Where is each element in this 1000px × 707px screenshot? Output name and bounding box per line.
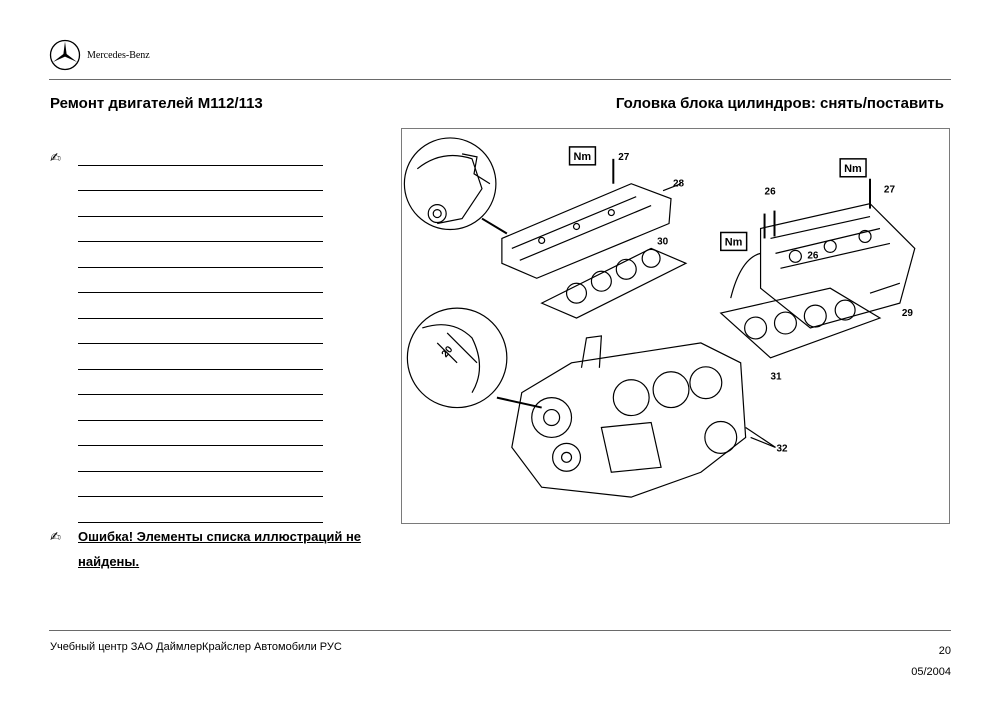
torque-label: Nm xyxy=(724,236,743,249)
header-divider xyxy=(49,79,951,80)
cylinder-head-right xyxy=(761,204,915,328)
callout-26-b: 26 xyxy=(807,250,819,262)
publication-date: 05/2004 xyxy=(911,666,951,678)
callout-29: 29 xyxy=(901,308,913,320)
gasket-30 xyxy=(542,248,686,318)
note-line[interactable] xyxy=(78,472,323,498)
callout-32: 32 xyxy=(776,443,788,455)
gasket-31 xyxy=(721,288,880,358)
engine-diagram xyxy=(402,129,949,523)
mercedes-star-logo-icon xyxy=(49,39,81,71)
brand-name: Mercedes-Benz xyxy=(87,50,150,61)
torque-label: Nm xyxy=(844,162,862,175)
callout-28: 28 xyxy=(673,178,685,190)
page-number: 20 xyxy=(938,645,951,657)
note-line[interactable] xyxy=(78,319,323,345)
valve-cover xyxy=(502,184,671,279)
note-line[interactable] xyxy=(78,497,323,523)
document-title: Ремонт двигателей M112/113 xyxy=(50,95,263,112)
error-line-1: Ошибка! Элементы списка иллюстраций не xyxy=(78,529,362,544)
callout-20: 20 xyxy=(439,344,456,360)
detail-circle-top xyxy=(404,138,496,230)
note-line[interactable] xyxy=(78,191,323,217)
section-title: Головка блока цилиндров: снять/поставить xyxy=(615,95,944,112)
note-line[interactable] xyxy=(78,293,323,319)
note-line[interactable] xyxy=(78,446,323,472)
notes-lines xyxy=(78,140,323,523)
note-line[interactable] xyxy=(78,140,323,166)
note-pen-icon: ✍ xyxy=(50,150,61,165)
detail-circle-bottom xyxy=(407,308,506,407)
footer-divider xyxy=(49,630,951,631)
note-line[interactable] xyxy=(78,421,323,447)
callout-31: 31 xyxy=(770,371,782,383)
note-line[interactable] xyxy=(78,268,323,294)
engine-illustration xyxy=(401,128,950,524)
note-pen-icon: ✍ xyxy=(50,529,61,544)
note-line[interactable] xyxy=(78,166,323,192)
note-line[interactable] xyxy=(78,370,323,396)
note-line[interactable] xyxy=(78,242,323,268)
callout-30: 30 xyxy=(657,236,669,248)
error-message[interactable] xyxy=(78,524,398,574)
note-line[interactable] xyxy=(78,395,323,421)
footer-organization: Учебный центр ЗАО ДаймлерКрайслер Автомобили РУС xyxy=(50,641,342,653)
callout-27-b: 27 xyxy=(883,184,896,196)
error-line-2: найдены. xyxy=(78,554,140,569)
footer-meta xyxy=(911,641,951,683)
engine-block xyxy=(512,343,746,497)
callout-26: 26 xyxy=(764,186,776,198)
note-line[interactable] xyxy=(78,217,323,243)
note-line[interactable] xyxy=(78,344,323,370)
callout-27: 27 xyxy=(618,151,630,163)
torque-label: Nm xyxy=(573,150,592,163)
